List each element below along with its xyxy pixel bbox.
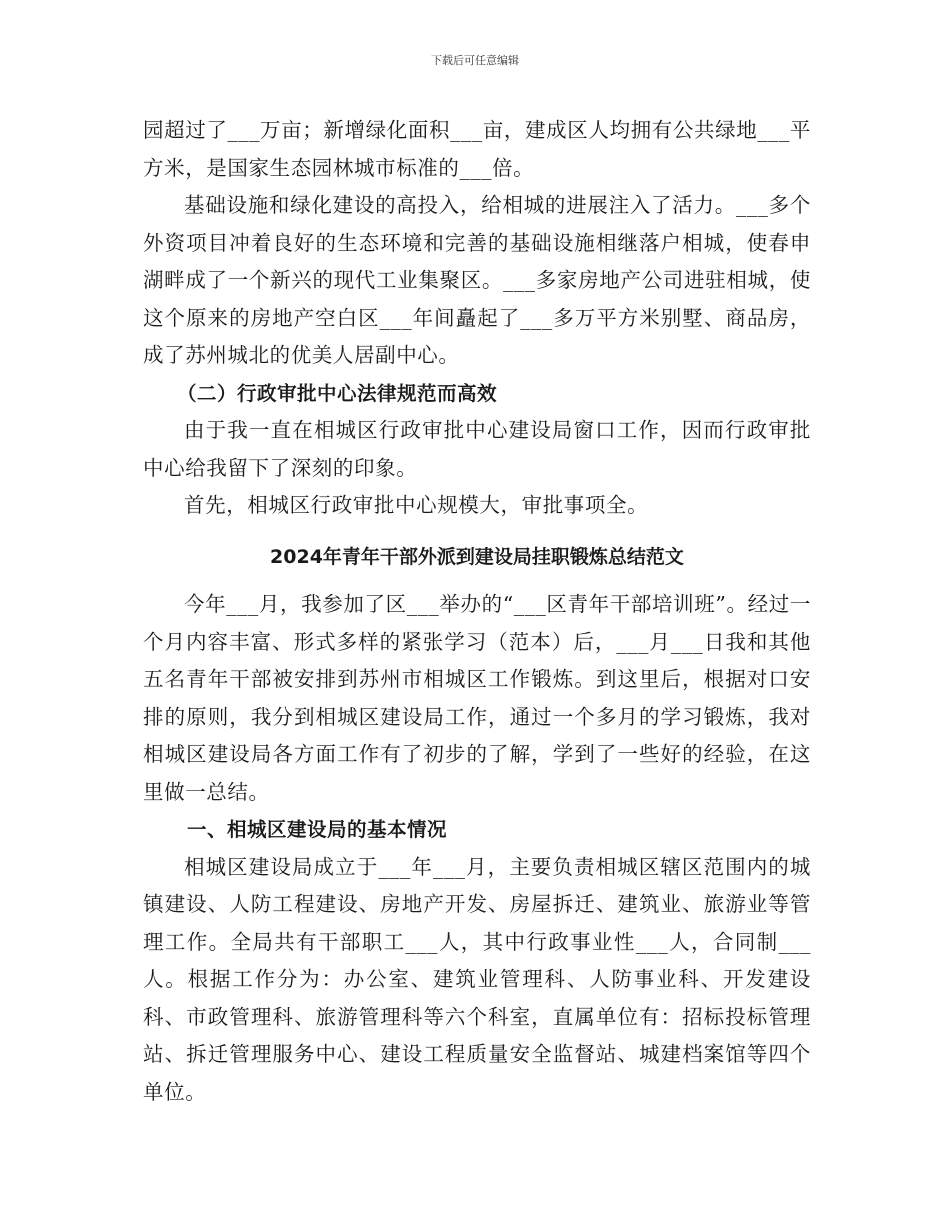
page-header: 下载后可任意编辑 xyxy=(431,54,519,67)
paragraph: 由于我一直在相城区行政审批中心建设局窗口工作，因而行政审批中心给我留下了深刻的印象。 xyxy=(143,418,811,480)
paragraph: 相城区建设局成立于___年___月，主要负责相城区辖区范围内的城镇建设、人防工程建设、房地产开发、房屋拆迁、建筑业、旅游业等管理工作。全局共有干部职工___人，其中行政事业性___人，合同制___人。根据工作分为：办公室、建筑业管理科、人防事业科、开发建设科、市政管理科、旅游管理科等六个科室，直属单位有：招标投标管理站、拆迁管理服务中心、建设工程质量安全监督站、城建档案馆等四个单位。 xyxy=(143,854,811,1104)
article-title: 2024年青年干部外派到建设局挂职锻炼总结范文 xyxy=(270,545,684,568)
paragraph: 园超过了___万亩；新增绿化面积___亩，建成区人均拥有公共绿地___平方米，是国家生态园林城市标准的___倍。 xyxy=(143,118,811,180)
paragraph: 首先，相城区行政审批中心规模大，审批事项全。 xyxy=(184,493,649,517)
section-heading: （二）行政审批中心法律规范而高效 xyxy=(177,381,498,405)
section-heading: 一、相城区建设局的基本情况 xyxy=(187,818,448,841)
paragraph: 基础设施和绿化建设的高投入，给相城的进展注入了活力。___多个外资项目冲着良好的生态环境和完善的基础设施相继落户相城，使春申湖畔成了一个新兴的现代工业集聚区。___多家房地产公司进驻相城，使这个原来的房地产空白区___年间矗起了___多万平方米别墅、商品房，成了苏州城北的优美人居副中心。 xyxy=(143,193,811,367)
document-body xyxy=(143,112,811,1111)
paragraph: 今年___月，我参加了区___举办的“___区青年干部培训班”。经过一个月内容丰富、形式多样的紧张学习（范本）后，___月___日我和其他五名青年干部被安排到苏州市相城区工作锻炼。到这里后，根据对口安排的原则，我分到相城区建设局工作，通过一个多月的学习锻炼，我对相城区建设局各方面工作有了初步的了解，学到了一些好的经验，在这里做一总结。 xyxy=(143,592,811,804)
